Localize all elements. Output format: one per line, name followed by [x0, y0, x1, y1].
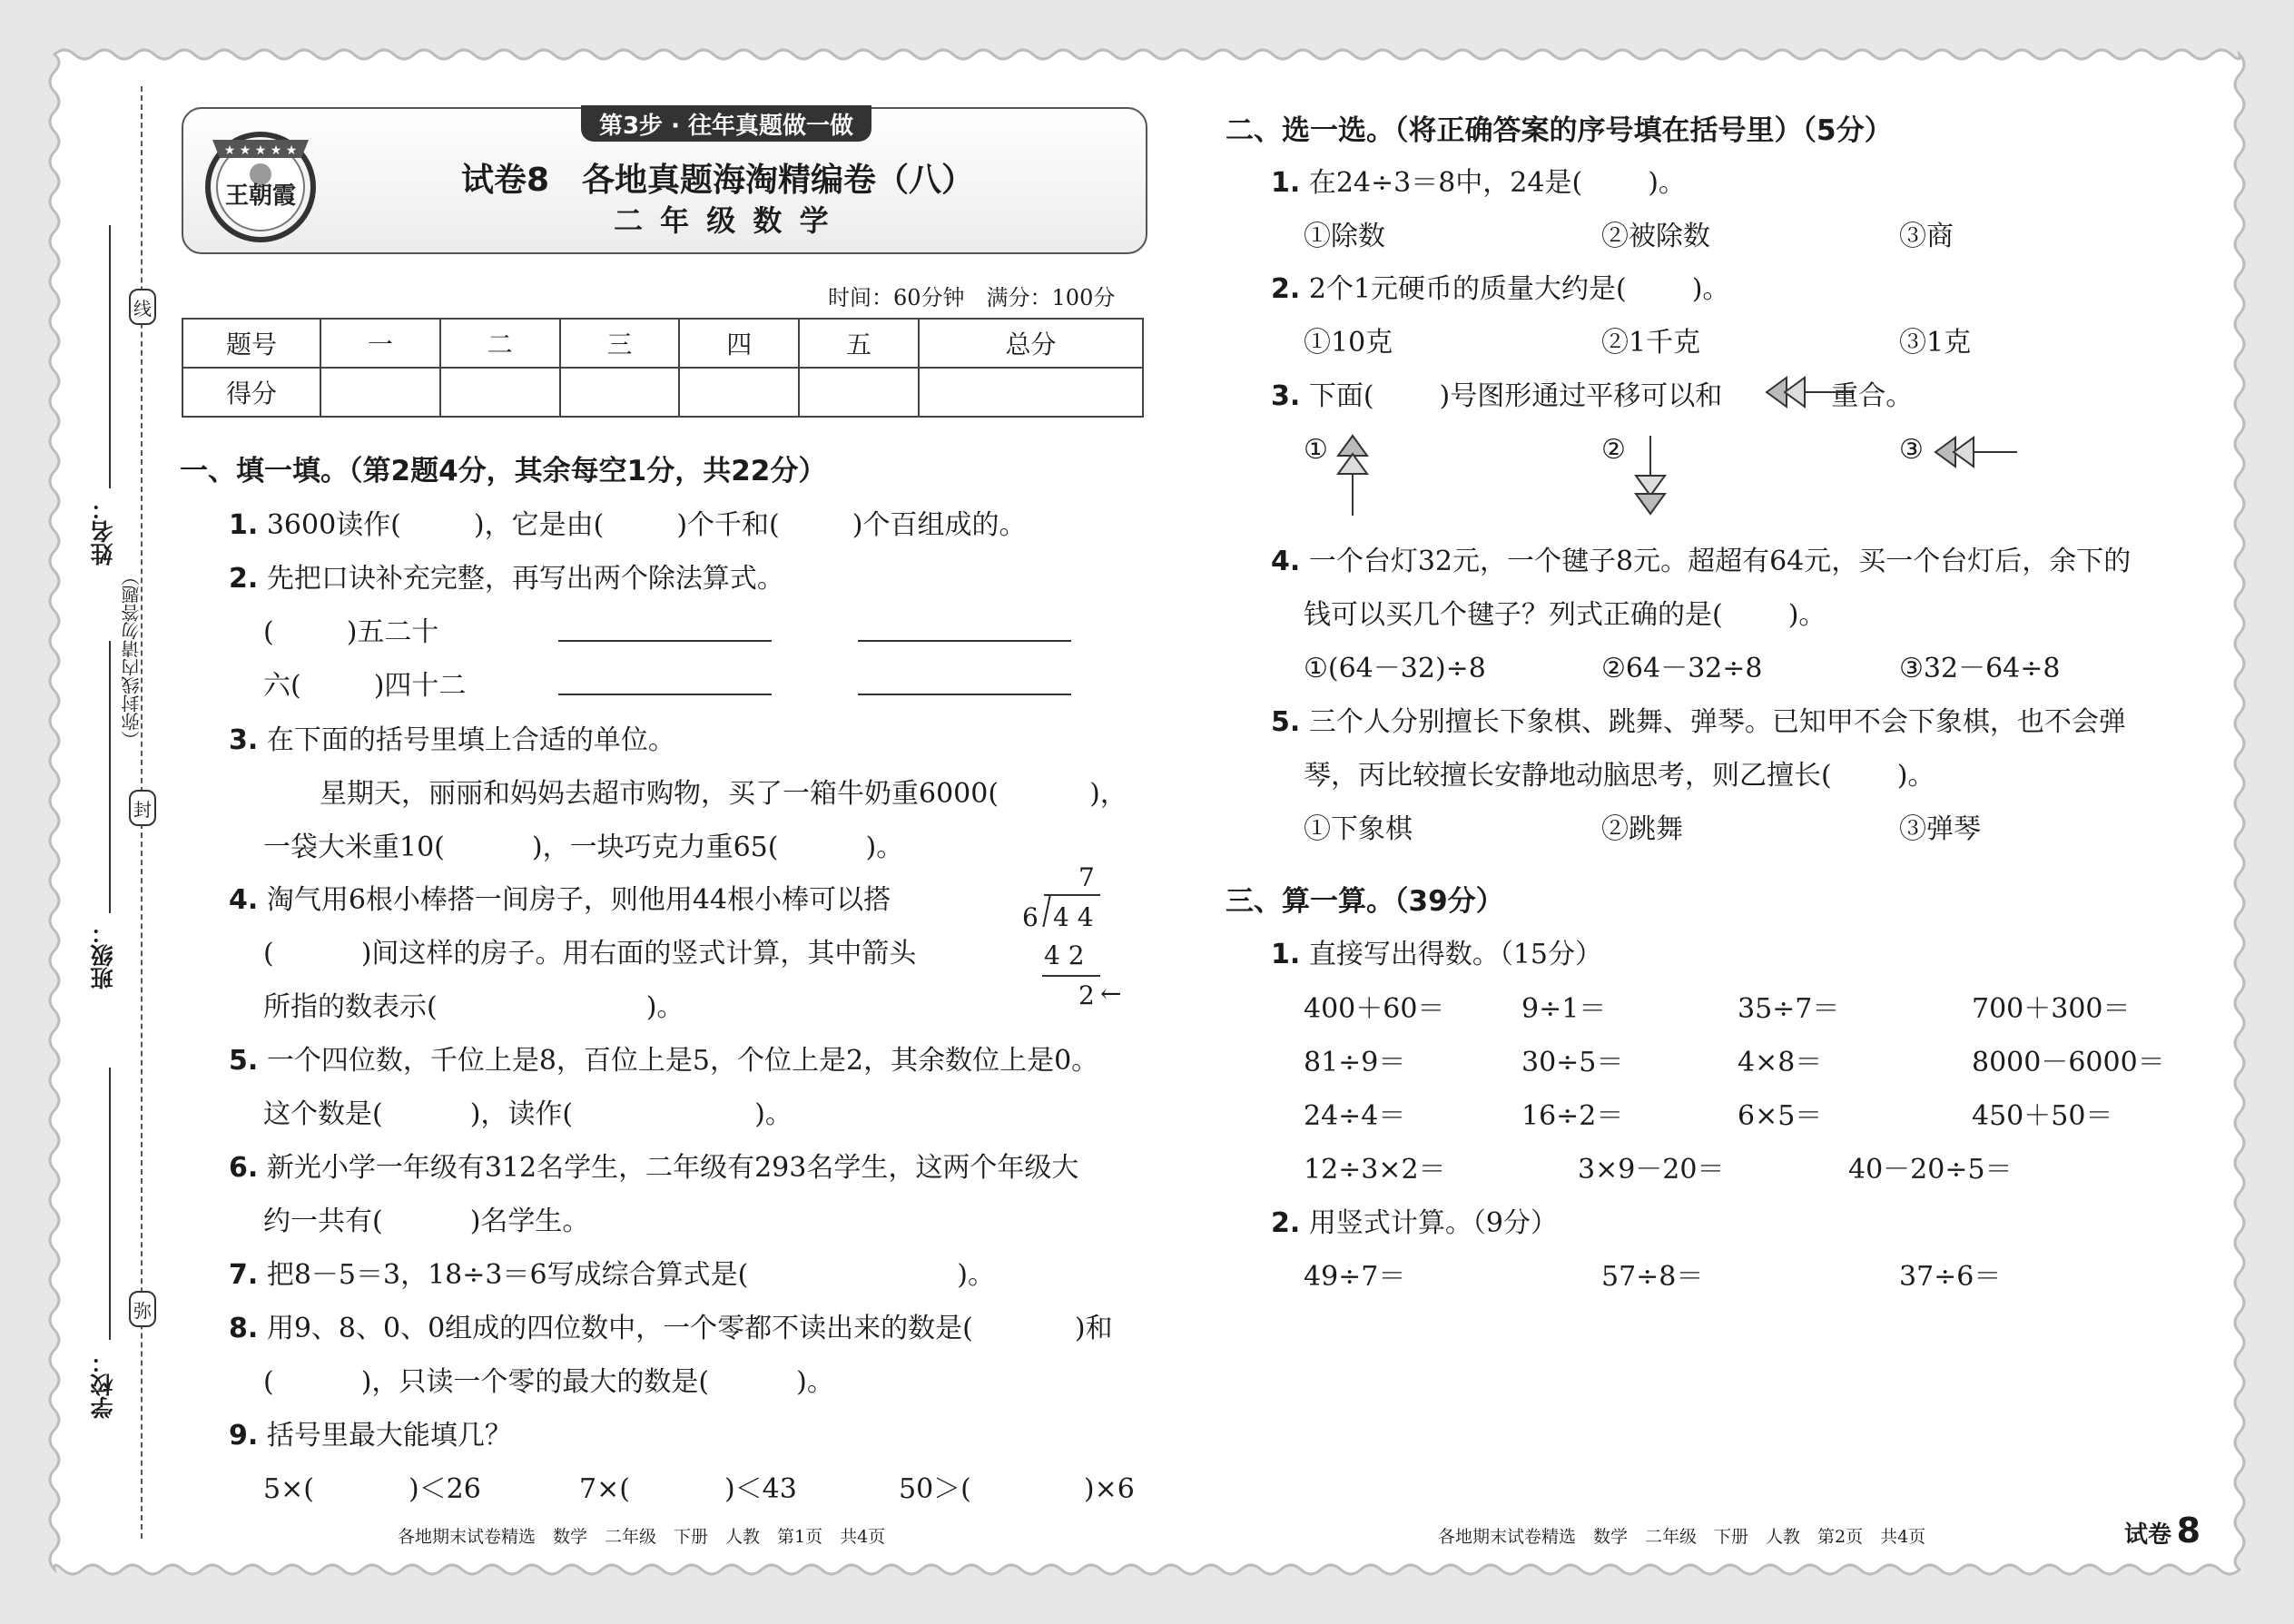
score-header-cell: 二 — [440, 319, 560, 368]
score-cell[interactable] — [679, 368, 799, 417]
exam-subtitle: 二 年 级 数 学 — [614, 203, 832, 238]
s1-q9 — [229, 1412, 512, 1452]
question-number: 4. — [229, 884, 259, 916]
q-text: 先把口诀补充完整，再写出两个除法算式。 — [266, 563, 784, 595]
question-number: 9. — [229, 1420, 259, 1452]
q-text: )。 — [796, 1366, 834, 1398]
q-text: 50＞( — [899, 1473, 971, 1505]
s1-q9-item1 — [263, 1466, 481, 1506]
q-text: 用9、8、0、0组成的四位数中，一个零都不读出来的数是( — [266, 1313, 973, 1344]
question-number: 3. — [1271, 380, 1301, 412]
s1-q6 — [229, 1145, 1078, 1185]
score-cell[interactable] — [919, 368, 1143, 417]
vertical-calc-item[interactable]: 57÷8＝ — [1601, 1261, 1704, 1293]
option[interactable]: ③1克 — [1899, 327, 1972, 359]
division-underline — [1042, 975, 1100, 977]
svg-text:★ ★ ★ ★ ★: ★ ★ ★ ★ ★ — [223, 143, 298, 158]
seal-mark-bottom: 弥 — [129, 1291, 156, 1327]
s2-q4 — [1271, 538, 2131, 578]
option[interactable]: ①10克 — [1304, 327, 1393, 359]
oral-calc-item[interactable]: 400＋60＝ — [1304, 993, 1445, 1025]
q-text: 钱可以买几个毽子？列式正确的是( — [1304, 599, 1723, 631]
option[interactable]: ③32－64÷8 — [1899, 653, 2061, 684]
question-number: 1. — [229, 509, 259, 541]
score-header-cell: 四 — [679, 319, 799, 368]
s1-q3-line1 — [320, 771, 1127, 811]
oral-calc-item[interactable]: 16÷2＝ — [1521, 1100, 1624, 1132]
score-header-cell: 五 — [799, 319, 919, 368]
q-text: ( — [263, 1366, 274, 1398]
option[interactable]: ③弹琴 — [1899, 813, 1981, 845]
s2-q5-line2 — [1304, 753, 1935, 792]
class-field[interactable] — [109, 641, 111, 913]
division-product: 4 2 — [1044, 940, 1085, 970]
oral-calc-item[interactable]: 9÷1＝ — [1521, 993, 1607, 1025]
oral-calc-item[interactable]: 81÷9＝ — [1304, 1047, 1406, 1078]
q-text: 括号里最大能填几？ — [266, 1420, 512, 1452]
option[interactable]: ③商 — [1899, 221, 1954, 252]
score-table — [182, 318, 1144, 418]
s1-q9-item2 — [579, 1466, 797, 1506]
q-text: 新光小学一年级有312名学生，二年级有293名学生，这两个年级大 — [266, 1152, 1079, 1184]
double-arrow-left-icon — [1765, 374, 1874, 410]
question-number: 2. — [1271, 1207, 1301, 1239]
s1-q4 — [229, 877, 891, 917]
score-table-header-row — [182, 319, 1143, 368]
question-number: 2. — [1271, 273, 1301, 305]
q-text: 六( — [263, 670, 301, 702]
q-text: 把8－5＝3，18÷3＝6写成综合算式是( — [266, 1259, 749, 1291]
q-text: )。 — [645, 991, 684, 1023]
q-text: )四十二 — [373, 670, 467, 702]
q-text: 一袋大米重10( — [263, 832, 445, 863]
question-number: 3. — [229, 724, 259, 756]
score-cell[interactable] — [560, 368, 680, 417]
q-text: 所指的数表示( — [263, 991, 438, 1023]
oral-calc-item[interactable]: 40－20÷5＝ — [1848, 1154, 2013, 1186]
name-label: 姓名： — [90, 497, 116, 566]
arrow-up-shape[interactable] — [1334, 434, 1371, 517]
q-text: 琴，丙比较擅长安静地动脑思考，则乙擅长( — [1304, 760, 1832, 792]
oral-calc-item[interactable]: 30÷5＝ — [1521, 1047, 1624, 1078]
q-text: )， — [1089, 778, 1127, 810]
question-number: 5. — [229, 1045, 259, 1077]
q-text: 在下面的括号里填上合适的单位。 — [266, 724, 675, 756]
option[interactable]: ①除数 — [1304, 221, 1385, 252]
q-text: )＜43 — [724, 1473, 797, 1505]
q-text: 5×( — [263, 1473, 314, 1505]
answer-line[interactable] — [558, 694, 772, 695]
s1-q9-item3 — [899, 1466, 1135, 1506]
q-text: 在24÷3＝8中，24是( — [1308, 167, 1583, 199]
question-number: 5. — [1271, 706, 1301, 738]
s2-q4-line2 — [1304, 592, 1826, 632]
score-cell[interactable] — [320, 368, 440, 417]
oral-calc-item[interactable]: 6×5＝ — [1738, 1100, 1823, 1132]
q-text: )，它是由( — [473, 509, 605, 541]
score-header-cell: 总分 — [919, 319, 1143, 368]
score-row-label: 得分 — [182, 368, 320, 417]
exam-title: 试卷8 各地真题海淘精编卷（八） — [461, 162, 975, 199]
s2-q2 — [1271, 266, 1729, 306]
s1-q6-line2 — [263, 1198, 589, 1238]
q-text: 下面( — [1308, 380, 1374, 412]
q-text: )个千和( — [676, 509, 780, 541]
score-cell[interactable] — [799, 368, 919, 417]
logo-text: 王朝霞 — [224, 182, 297, 210]
question-number: 7. — [229, 1259, 259, 1291]
oral-calc-item[interactable]: 4×8＝ — [1738, 1047, 1823, 1078]
class-label: 班级： — [90, 921, 116, 989]
s1-q1 — [229, 502, 1026, 542]
option[interactable]: ①(64－32)÷8 — [1304, 653, 1486, 684]
s1-q5 — [229, 1038, 1098, 1078]
q-text: 淘气用6根小棒搭一间房子，则他用44根小棒可以搭 — [266, 884, 891, 916]
option[interactable]: ② — [1601, 434, 1626, 466]
q-text: )号图形通过平移可以和 — [1439, 380, 1723, 412]
option[interactable]: ③ — [1899, 434, 1924, 466]
time-info: 时间：60分钟 满分：100分 — [828, 285, 1116, 310]
score-header-cell: 题号 — [182, 319, 320, 368]
division-dividend: 4 4 — [1053, 902, 1094, 932]
score-table-score-row — [182, 368, 1143, 417]
oral-calc-item[interactable]: 8000－6000＝ — [1972, 1047, 2165, 1078]
question-number: 4. — [1271, 546, 1301, 577]
q-text: 三个人分别擅长下象棋、跳舞、弹琴。已知甲不会下象棋，也不会弹 — [1308, 706, 2126, 738]
s1-q3 — [229, 717, 675, 757]
q-text: )，读作( — [469, 1098, 574, 1130]
option[interactable]: ②跳舞 — [1601, 813, 1683, 845]
section3-title: 三、算一算。（39分） — [1226, 885, 1504, 918]
q-text: ( — [263, 938, 274, 969]
q-text: )。 — [1648, 167, 1686, 199]
q-text: )个百组成的。 — [852, 509, 1027, 541]
question-number: 1. — [1271, 939, 1301, 970]
option[interactable]: ②64－32÷8 — [1601, 653, 1763, 684]
q-text: )，一块巧克力重65( — [531, 832, 779, 863]
school-field[interactable] — [109, 1068, 111, 1340]
school-label: 学校： — [90, 1351, 116, 1419]
footer-left: 各地期末试卷精选 数学 二年级 下册 人教 第1页 共4页 — [398, 1527, 886, 1547]
question-number: 6. — [229, 1152, 259, 1184]
section2-title: 二、选一选。（将正确答案的序号填在括号里）（5分） — [1226, 114, 1893, 147]
q-text: 一个台灯32元，一个毽子8元。超超有64元，买一个台灯后，余下的 — [1308, 546, 2132, 577]
oral-calc-item[interactable]: 24÷4＝ — [1304, 1100, 1406, 1132]
q-text: 星期天，丽丽和妈妈去超市购物，买了一箱牛奶重6000( — [320, 778, 999, 810]
oral-calc-item[interactable]: 12÷3×2＝ — [1304, 1154, 1446, 1186]
q-text: 重合。 — [1831, 380, 1914, 412]
answer-line[interactable] — [558, 640, 772, 642]
q-text: 3600读作( — [266, 509, 401, 541]
s1-q4-line3 — [263, 984, 684, 1024]
section1-title: 一、填一填。（第2题4分，其余每空1分，共22分） — [180, 455, 827, 487]
q-text: )五二十 — [346, 616, 439, 648]
oral-calc-item[interactable]: 700＋300＝ — [1972, 993, 2131, 1025]
division-bar — [1044, 894, 1100, 896]
q-text: 这个数是( — [263, 1098, 383, 1130]
s1-q2-line1 — [263, 609, 438, 649]
q-text: 7×( — [579, 1473, 630, 1505]
option[interactable]: ①下象棋 — [1304, 813, 1413, 845]
q-text: 用竖式计算。（9分） — [1308, 1207, 1558, 1239]
q-text: )间这样的房子。用右面的竖式计算，其中箭头 — [360, 938, 917, 969]
q-text: )。 — [754, 1098, 793, 1130]
q-text: )。 — [1896, 760, 1935, 792]
option[interactable]: ① — [1304, 434, 1328, 466]
s3-q2 — [1271, 1200, 1558, 1240]
brand-logo — [192, 113, 329, 247]
s1-q8 — [229, 1305, 1113, 1345]
question-number: 2. — [229, 563, 259, 595]
oral-calc-item[interactable]: 450＋50＝ — [1972, 1100, 2113, 1132]
division-quotient: 7 — [1078, 862, 1095, 892]
q-text: )。 — [865, 832, 904, 863]
paper-badge — [2124, 1511, 2200, 1550]
s1-q7 — [229, 1252, 995, 1292]
oral-calc-item[interactable]: 3×9－20＝ — [1578, 1154, 1725, 1186]
q-text: )。 — [1787, 599, 1826, 631]
option[interactable]: ②1千克 — [1601, 327, 1701, 359]
answer-line[interactable] — [858, 694, 1071, 695]
score-header-cell: 一 — [320, 319, 440, 368]
q-text: ( — [263, 616, 274, 648]
double-arrow-left-shape[interactable] — [1934, 434, 2024, 470]
seal-mark-top: 线 — [129, 289, 156, 325]
q-text: 2个1元硬币的质量大约是( — [1308, 273, 1627, 305]
division-divisor: 6 — [1022, 902, 1039, 932]
arrow-down-shape[interactable] — [1632, 434, 1669, 517]
q-text: 直接写出得数。（15分） — [1308, 939, 1603, 970]
option[interactable]: ②被除数 — [1601, 221, 1710, 252]
name-field[interactable] — [109, 225, 111, 488]
s1-q2-line2 — [263, 663, 466, 703]
q-text: )。 — [957, 1259, 995, 1291]
question-number: 8. — [229, 1313, 259, 1344]
seal-mark-middle: 封 — [129, 790, 156, 826]
s2-q5 — [1271, 699, 2126, 739]
score-cell[interactable] — [440, 368, 560, 417]
step-badge: 第3步 · 往年真题做一做 — [581, 105, 871, 142]
arrow-left-icon: ← — [1100, 979, 1122, 1009]
q-text: )和 — [1074, 1313, 1113, 1344]
s3-q1 — [1271, 931, 1602, 971]
s1-q3-line2 — [263, 824, 903, 864]
q-text: )。 — [1691, 273, 1730, 305]
vertical-calc-item[interactable]: 37÷6＝ — [1899, 1261, 2002, 1293]
q-text: )，只读一个零的最大的数是( — [360, 1366, 710, 1398]
q-text: )＜26 — [408, 1473, 481, 1505]
paper-badge-number: 8 — [2176, 1511, 2201, 1550]
s2-q1 — [1271, 160, 1686, 200]
q-text: 一个四位数，千位上是8，百位上是5，个位上是2，其余数位上是0。 — [266, 1045, 1099, 1077]
q-text: )×6 — [1083, 1473, 1135, 1505]
s1-q8-line2 — [263, 1359, 834, 1399]
question-number: 1. — [1271, 167, 1301, 199]
q-text: )名学生。 — [469, 1206, 590, 1237]
division-remainder: 2 — [1078, 980, 1095, 1010]
s1-q4-line2 — [263, 930, 916, 970]
binding-note: （弥封线内请勿答题） — [121, 567, 143, 749]
answer-line[interactable] — [858, 640, 1071, 642]
s1-q2 — [229, 556, 784, 595]
oral-calc-item[interactable]: 35÷7＝ — [1738, 993, 1840, 1025]
score-header-cell: 三 — [560, 319, 680, 368]
q-text: 约一共有( — [263, 1206, 383, 1237]
paper-badge-label: 试卷 — [2124, 1521, 2172, 1549]
vertical-calc-item[interactable]: 49÷7＝ — [1304, 1261, 1406, 1293]
footer-right: 各地期末试卷精选 数学 二年级 下册 人教 第2页 共4页 — [1438, 1527, 1926, 1547]
s1-q5-line2 — [263, 1091, 793, 1131]
